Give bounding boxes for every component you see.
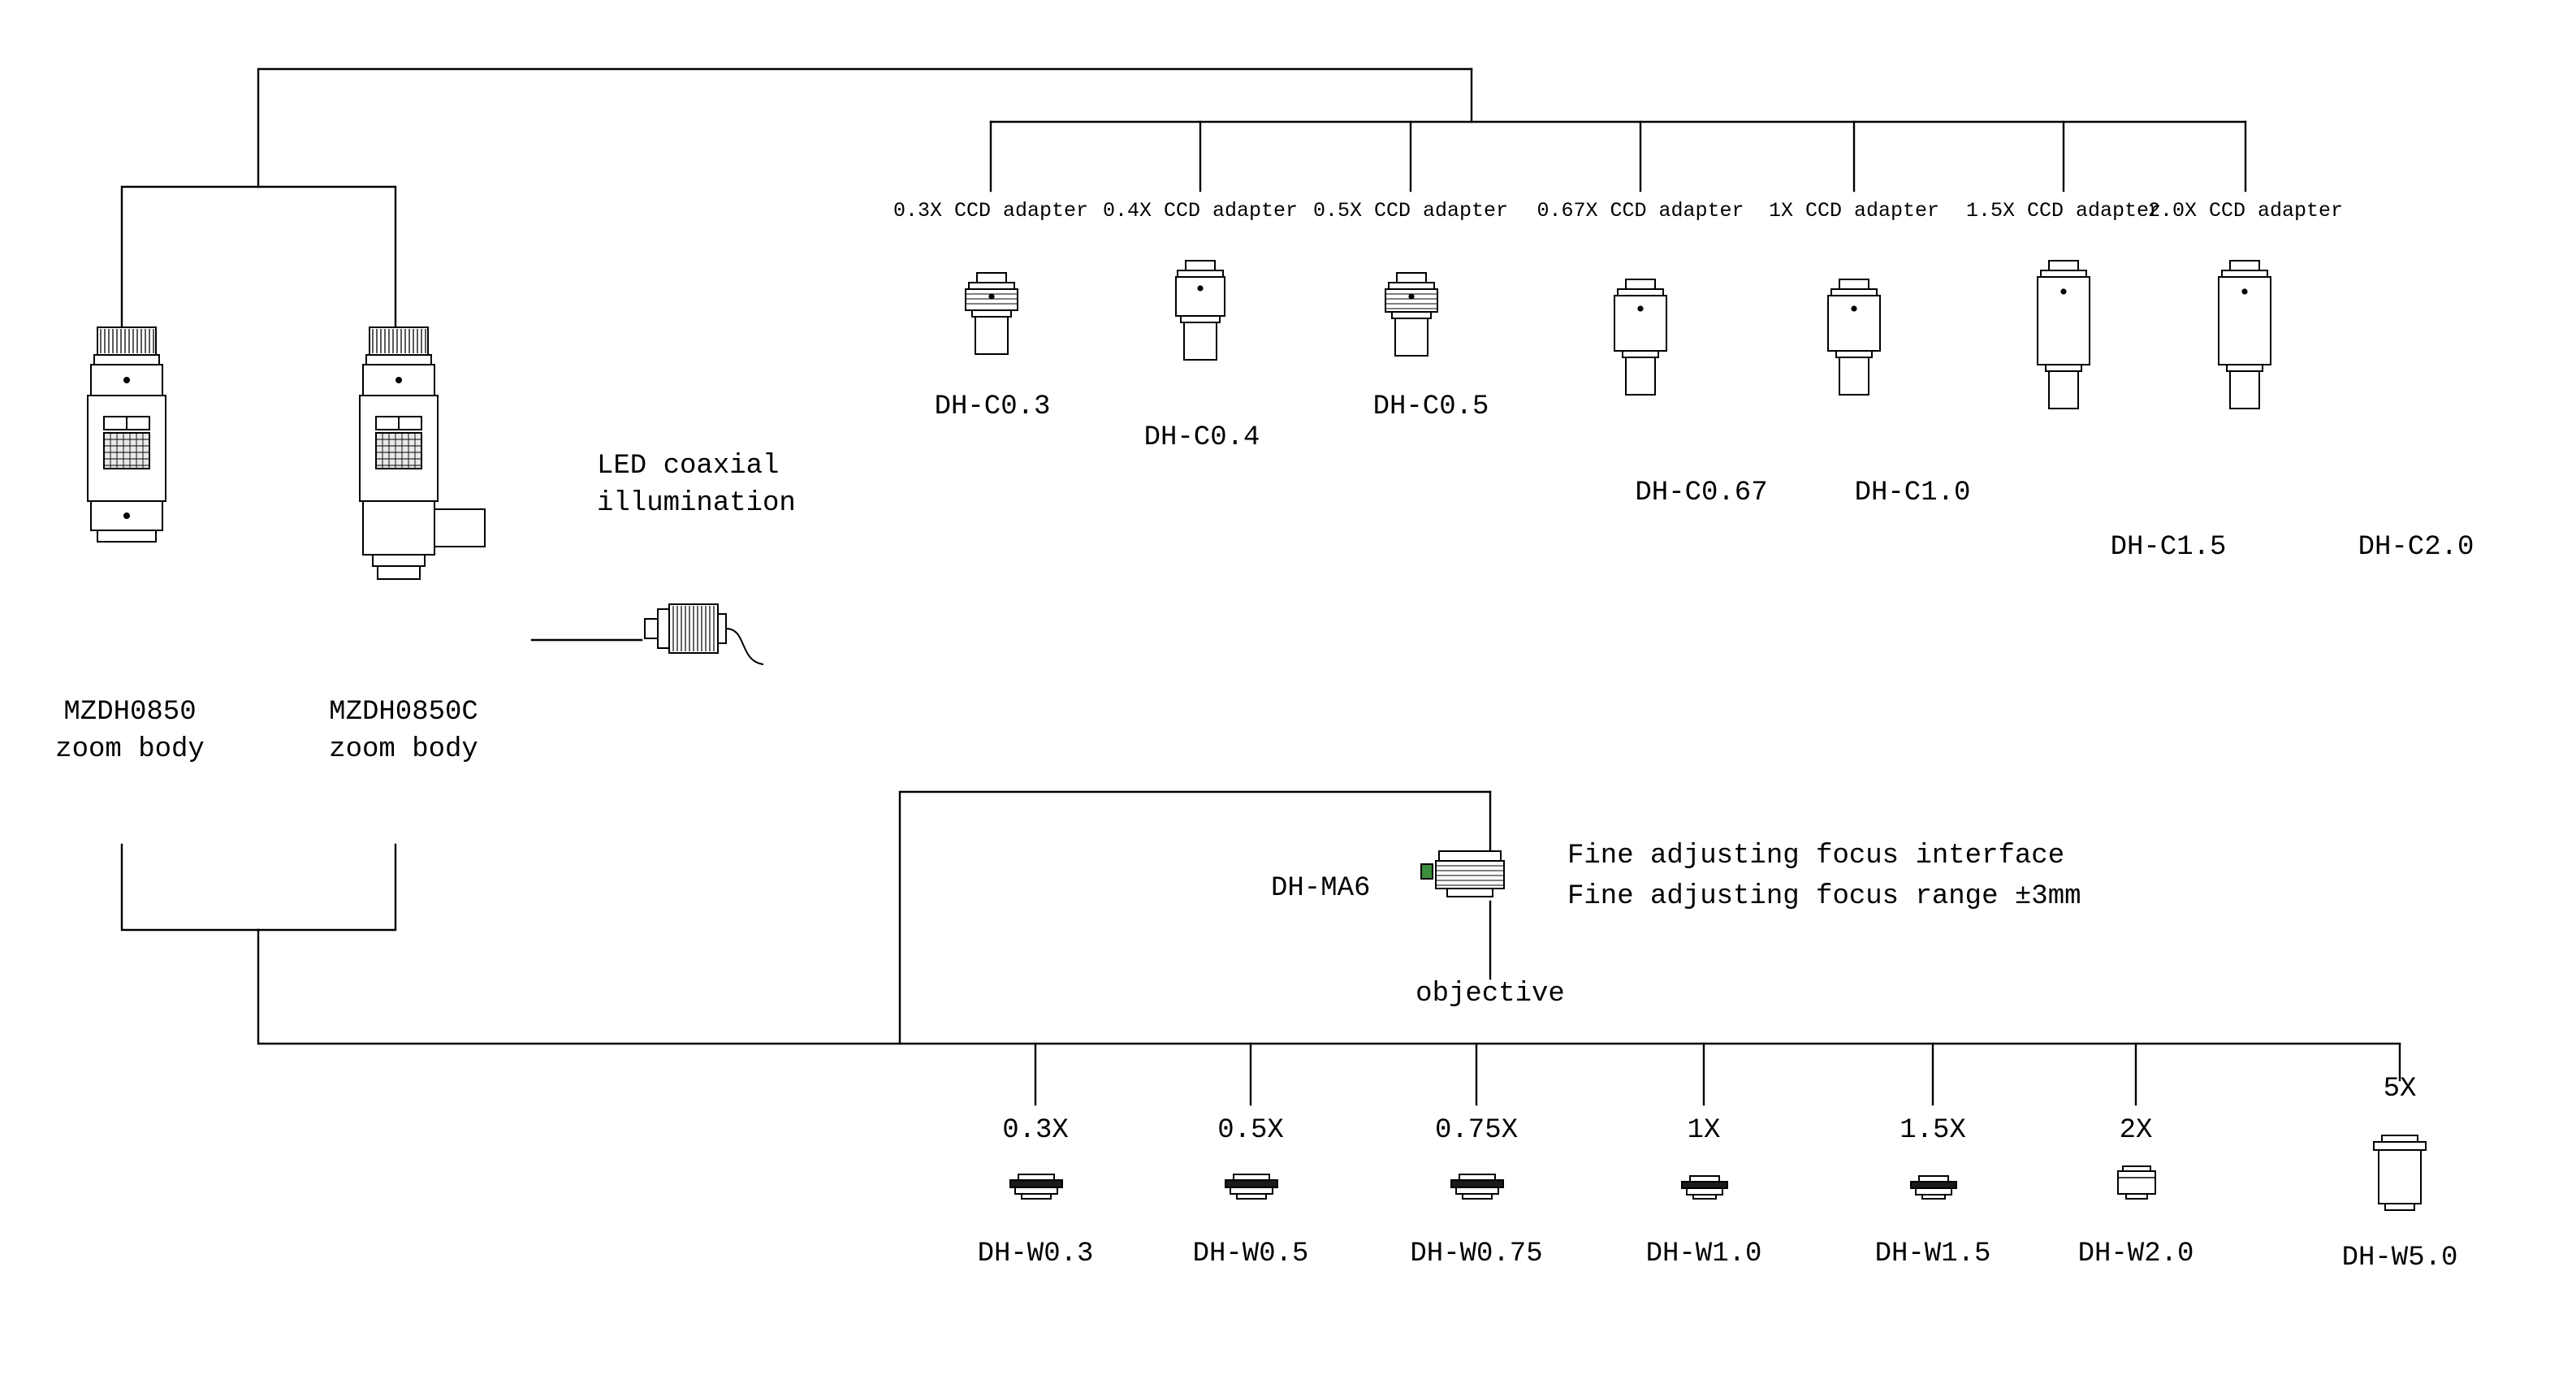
objective-2x-model: DH-W2.0 [2077,1239,2194,1269]
objective-1.5x-model: DH-W1.5 [1874,1239,1991,1269]
body-mzdh0850-label [55,694,205,769]
objective-0.75x-model: DH-W0.75 [1410,1239,1543,1269]
objective-5x-mag: 5X [2383,1074,2417,1105]
part-objective-5x [2366,1131,2436,1218]
ccd-adapter-0.5x-top-label: 0.5X CCD adapter [1312,199,1509,223]
focus-note-1: Fine adjusting focus interface [1567,841,2065,871]
ccd-adapter-0.5x-model: DH-C0.5 [1372,391,1489,422]
part-ccd-adapter-0.5x [1374,268,1449,374]
part-ccd-adapter-0.3x [954,268,1029,374]
ccd-adapter-1x-model: DH-C1.0 [1854,478,1971,508]
led-illumination-label [597,448,796,523]
part-objective-2x [2111,1161,2162,1204]
body-mzdh0850c-name: MZDH0850C [329,697,478,728]
part-objective-0.5x [1221,1170,1282,1205]
objective-2x-mag: 2X [2119,1115,2153,1146]
part-mzdh0850-body [73,321,179,662]
part-objective-0.75x [1446,1170,1508,1205]
body-mzdh0850c-label [329,694,478,769]
ccd-adapter-1.5x-model: DH-C1.5 [2110,532,2227,563]
objective-0.5x-mag: 0.5X [1217,1115,1284,1146]
part-dh-ma6 [1420,845,1525,910]
part-ccd-adapter-0.4x [1161,256,1239,378]
part-mzdh0850c-body [345,321,499,678]
objective-group-label: objective [1416,979,1565,1010]
focus-module-model: DH-MA6 [1271,873,1371,904]
ccd-adapter-1.5x-top-label: 1.5X CCD adapter [1965,199,2162,223]
ccd-adapter-2.0x-top-label: 2.0X CCD adapter [2147,199,2344,223]
part-objective-1x [1677,1171,1732,1205]
ccd-adapter-2.0x-model: DH-C2.0 [2358,532,2474,563]
ccd-adapter-1x-top-label: 1X CCD adapter [1768,199,1940,223]
part-objective-1.5x [1906,1171,1961,1205]
objective-0.75x-mag: 0.75X [1434,1115,1519,1146]
body-mzdh0850-sub: zoom body [55,733,205,765]
objective-1x-model: DH-W1.0 [1645,1239,1762,1269]
part-ccd-adapter-1x [1812,276,1896,406]
focus-note-2: Fine adjusting focus range ±3mm [1567,881,2081,912]
part-objective-0.3x [1005,1170,1067,1205]
ccd-adapter-0.4x-top-label: 0.4X CCD adapter [1102,199,1299,223]
led-illumination-line1: LED coaxial [597,451,780,482]
part-led-illuminator [633,593,812,682]
body-mzdh0850c-sub: zoom body [329,733,478,765]
objective-0.3x-mag: 0.3X [1002,1115,1069,1146]
ccd-adapter-0.3x-model: DH-C0.3 [934,391,1051,422]
body-mzdh0850-name: MZDH0850 [63,697,197,728]
ccd-adapter-0.4x-model: DH-C0.4 [1143,422,1260,453]
ccd-adapter-0.67x-model: DH-C0.67 [1635,478,1768,508]
ccd-adapter-0.67x-top-label: 0.67X CCD adapter [1537,199,1744,223]
part-ccd-adapter-0.67x [1598,276,1683,406]
part-ccd-adapter-1.5x [2020,256,2109,418]
objective-0.3x-model: DH-W0.3 [977,1239,1094,1269]
objective-1.5x-mag: 1.5X [1900,1115,1966,1146]
part-ccd-adapter-2.0x [2201,256,2290,418]
objective-1x-mag: 1X [1687,1115,1721,1146]
objective-0.5x-model: DH-W0.5 [1192,1239,1309,1269]
objective-5x-model: DH-W5.0 [2341,1243,2458,1273]
ccd-adapter-0.3x-top-label: 0.3X CCD adapter [893,199,1089,223]
led-illumination-line2: illumination [597,487,796,519]
